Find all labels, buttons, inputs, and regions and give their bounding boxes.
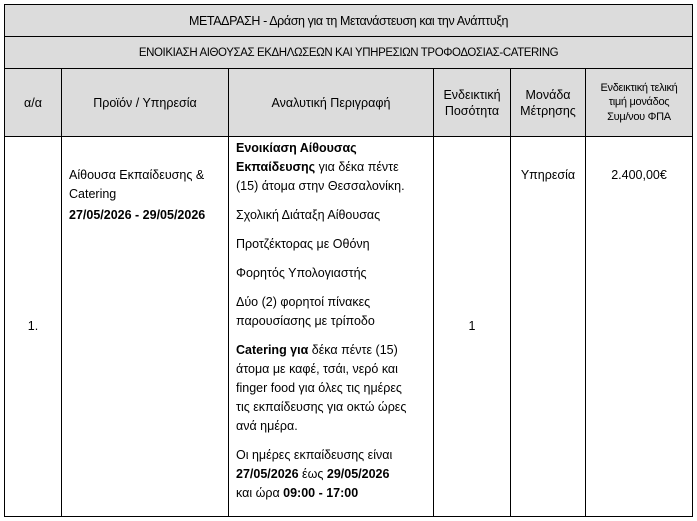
- procurement-table: [4, 4, 693, 517]
- row-quantity-cell: [433, 136, 511, 517]
- table-subtitle-row: [4, 36, 693, 69]
- quantity-value: 1: [468, 319, 476, 333]
- row-aa-cell: [4, 136, 62, 517]
- table-title: ΜΕΤΑΔΡΑΣΗ - Δράση για τη Μετανάστευση και την Ανάπτυξη: [188, 13, 509, 28]
- table-subtitle: ΕΝΟΙΚΙΑΣΗ ΑΙΘΟΥΣΑΣ ΕΚΔΗΛΩΣΕΩΝ ΚΑΙ ΥΠΗΡΕΣΙΩΝ ΤΡΟΦΟΔΟΣΙΑΣ-CATERING: [138, 46, 559, 59]
- col-header-unit: Μονάδα Μέτρησης: [510, 68, 586, 137]
- col-header-product: Προϊόν / Υπηρεσία: [61, 68, 229, 137]
- row-product-cell: [61, 136, 229, 517]
- desc-schedule: Οι ημέρες εκπαίδευσης είναι 27/05/2026 έως 29/05/2026 και ώρα 09:00 - 17:00: [236, 448, 393, 500]
- row-number: 1.: [27, 319, 39, 333]
- desc-catering: Catering για δέκα πέντε (15) άτομα με καφέ, τσάι, νερό και finger food για όλες τις ημέρες τις εκπαίδευσης για οκτώ ώρες ανά ημέρα.: [236, 343, 407, 433]
- desc-projector: Προτζέκτορας με Οθόνη: [236, 237, 370, 251]
- desc-room-rental: Ενοικίαση Αίθουσας Εκπαίδευσης για δέκα πέντε (15) άτομα στην Θεσσαλονίκη.: [236, 141, 405, 193]
- col-header-quantity: Ενδεικτική Ποσότητα: [433, 68, 511, 137]
- row-unit-cell: [510, 136, 586, 517]
- table-title-row: [4, 4, 693, 37]
- row-price-cell: [585, 136, 693, 517]
- desc-laptop: Φορητός Υπολογιαστής: [236, 266, 367, 280]
- unit-value: Υπηρεσία: [520, 168, 576, 182]
- desc-flipcharts: Δύο (2) φορητοί πίνακες παρουσίασης με τρίποδο: [236, 295, 375, 328]
- desc-seating: Σχολική Διάταξη Αίθουσας: [236, 208, 381, 222]
- row-description-cell: [228, 136, 434, 517]
- product-dates: 27/05/2026 - 29/05/2026: [69, 208, 206, 222]
- col-header-aa: α/α: [4, 68, 62, 137]
- price-value: 2.400,00€: [611, 168, 667, 182]
- product-name: Αίθουσα Εκπαίδευσης & Catering: [69, 168, 205, 201]
- col-header-description: Αναλυτική Περιγραφή: [228, 68, 434, 137]
- col-header-price: Ενδεικτική τελική τιμή μονάδος Συμ/νου ΦΠΑ: [585, 68, 693, 137]
